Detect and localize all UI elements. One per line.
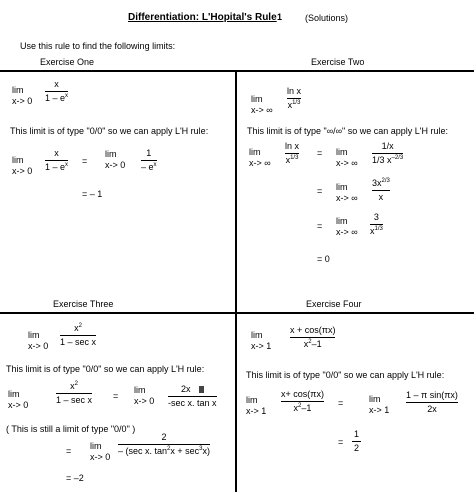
ex2-equals-2: =: [317, 186, 323, 196]
ex2-limit-2: lim x-> ∞: [249, 147, 271, 168]
grid-middle-line: [0, 312, 474, 314]
ex1-fraction: x $1 - e^x$: [45, 79, 69, 103]
ex1-fraction-3: 1 – $e^x$: [141, 148, 157, 172]
intro-text: Use this rule to find the following limits:: [20, 41, 176, 51]
exercise-three-heading: Exercise Three: [53, 299, 114, 309]
ex2-fraction: ln x $x^{1/3}$: [287, 86, 302, 110]
page-title: Differentiation: L'Hopital's Rule: [128, 12, 277, 23]
ex1-limit-3: lim x-> 0: [105, 149, 126, 170]
exercise-one-heading: Exercise One: [40, 57, 95, 67]
ex2-result: = 0: [317, 254, 330, 264]
ex3-limit: lim x-> 0: [28, 330, 49, 351]
ex4-limit: lim x-> 1: [251, 330, 272, 351]
ex1-result: = – 1: [82, 189, 103, 199]
ex4-type-note: This limit is of type "0/0" so we can apply L'H rule:: [246, 370, 445, 380]
ex2-type-note: This limit is of type "∞/∞" so we can apply L'H rule:: [247, 126, 449, 136]
highlight-marker: [199, 386, 204, 393]
ex3-type-note: This limit is of type "0/0" so we can apply L'H rule:: [6, 364, 205, 374]
ex4-limit-3: lim x-> 1: [369, 394, 390, 415]
ex4-limit-2: lim x-> 1: [246, 395, 267, 416]
ex3-fraction: $x^2$ 1 – sec x: [60, 323, 97, 347]
exercise-two-heading: Exercise Two: [311, 57, 365, 67]
ex1-fraction-2: x $1 - e^x$: [45, 148, 69, 172]
ex1-limit: lim x-> 0: [12, 85, 33, 106]
ex2-limit-4: lim x-> ∞: [336, 182, 358, 203]
ex2-equals-1: =: [317, 148, 323, 158]
ex2-limit: lim x-> ∞: [251, 94, 273, 115]
ex3-limit-3: lim x-> 0: [134, 385, 155, 406]
ex2-limit-5: lim x-> ∞: [336, 216, 358, 237]
ex2-fraction-3: 1/x 1/3 $x^{-2/3}$: [372, 141, 404, 165]
ex3-result: = –2: [66, 473, 84, 483]
ex2-equals-3: =: [317, 221, 323, 231]
ex2-limit-3: lim x-> ∞: [336, 147, 358, 168]
ex3-fraction-3: 2x -sec x. tan x: [168, 384, 217, 408]
ex4-equals-1: =: [338, 398, 344, 408]
ex3-still-note: ( This is still a limit of type "0/0" ): [6, 424, 136, 434]
ex2-fraction-4: $3x^{2/3}$ x: [372, 178, 390, 202]
page-number: 1: [277, 12, 283, 22]
ex4-fraction: x + cos(πx) $x^2-1$: [290, 325, 336, 349]
ex2-fraction-5: 3 $x^{1/3}$: [370, 212, 383, 236]
ex4-fraction-2: x+ cos(πx) $x^2-1$: [281, 389, 324, 413]
ex3-limit-2: lim x-> 0: [8, 389, 29, 410]
ex3-limit-4: lim x-> 0: [90, 441, 111, 462]
ex4-equals-2: =: [338, 437, 344, 447]
ex3-fraction-2: $x^2$ 1 – sec x: [56, 381, 93, 405]
ex3-equals-1: =: [113, 391, 119, 401]
grid-vertical-line: [235, 70, 237, 492]
grid-top-line: [0, 70, 474, 72]
ex4-result: 1 2: [353, 429, 359, 453]
ex4-fraction-3: 1 – π sin(πx) 2x: [406, 390, 458, 414]
ex1-type-note: This limit is of type "0/0" so we can apply L'H rule:: [10, 126, 209, 136]
ex2-fraction-2: ln x $x^{1/3}$: [285, 141, 300, 165]
ex1-limit-2: lim x-> 0: [12, 155, 33, 176]
solutions-label: (Solutions): [305, 13, 349, 23]
ex1-equals: =: [82, 156, 88, 166]
ex3-equals-2: =: [66, 446, 72, 456]
exercise-four-heading: Exercise Four: [306, 299, 362, 309]
ex3-fraction-4: 2 – (sec x. $\tan^2x + \sec^3x$): [118, 432, 210, 456]
